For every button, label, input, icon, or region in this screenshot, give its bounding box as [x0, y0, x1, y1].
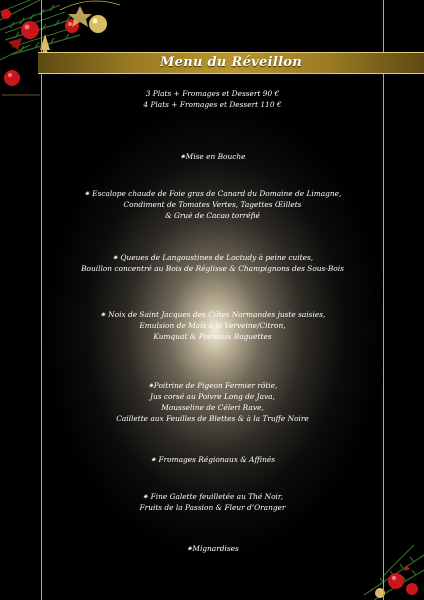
course-pigeon: ⁕Poitrine de Pigeon Fermier rôtie, Jus corsé au Poivre Long de Java, Mousseline de Céleri Rave, Caillette aux Feuilles de Blettes & à la Truffe Noire	[116, 381, 309, 423]
course-foie-gras: ⁕ Escalope chaude de Foie gras de Canard du Domaine de Limagne, Condiment de Tomates Vertes, Tagettes Œillets & Grué de Cacao torréfié	[83, 189, 342, 220]
course-fromages: ⁕ Fromages Régionaux & Affinés	[149, 455, 276, 464]
price-line: 4 Plats + Fromages et Dessert 110 €	[143, 100, 282, 109]
price-list	[42, 88, 383, 110]
price-line: 3 Plats + Fromages et Dessert 90 €	[145, 89, 280, 98]
course-galette: ⁕ Fine Galette feuilletée au Thé Noir, Fruits de la Passion & Fleur d’Oranger	[139, 492, 286, 512]
frame-line-right	[383, 0, 384, 600]
course-saint-jacques: ⁕ Noix de Saint Jacques des Côtes Normandes juste saisies, Emulsion de Maïs à la Verveine/Citron, Kumquat & Poireaux Baguettes	[99, 310, 326, 341]
menu-title: Menu du Réveillon	[159, 55, 303, 70]
course-mise-en-bouche: ⁕Mise en Bouche	[179, 152, 246, 161]
course-mignardises: ⁕Mignardises	[186, 544, 239, 553]
course-langoustines: ⁕ Queues de Langoustines de Loctudy à peine cuites, Bouillon concentré au Bois de Réglisse & Champignons des Sous-Bois	[81, 253, 344, 273]
